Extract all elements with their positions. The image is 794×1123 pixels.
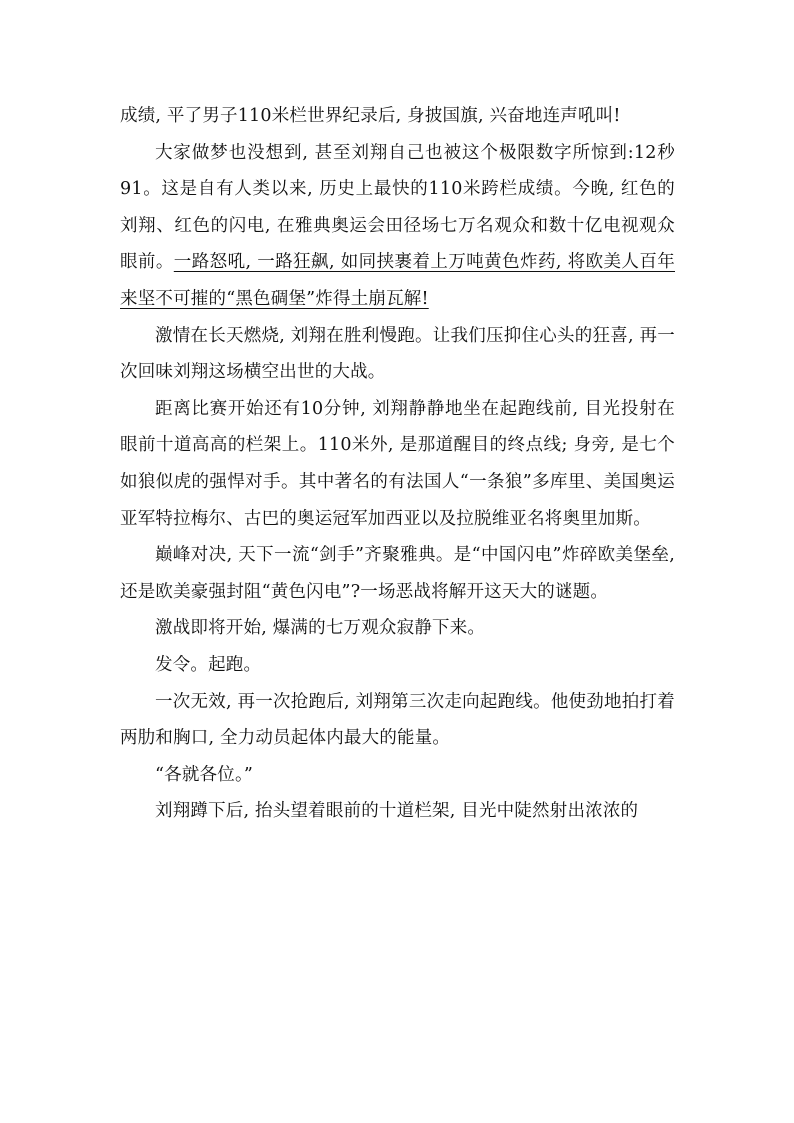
paragraph-text: 激情在长天燃烧, 刘翔在胜利慢跑。让我们压抑住心头的狂喜, 再一次回味刘翔这场横空出世的大战。: [120, 325, 675, 383]
paragraph-false-starts: [120, 684, 675, 757]
paragraph-victory-lap: [120, 318, 675, 391]
paragraph-start: [120, 647, 675, 684]
paragraph-crouch: [120, 793, 675, 830]
paragraph-text: 成绩, 平了男子110米栏世界纪录后, 身披国旗, 兴奋地连声吼叫!: [120, 106, 621, 126]
paragraph-text: 距离比赛开始还有10分钟, 刘翔静静地坐在起跑线前, 目光投射在眼前十道高高的栏架上。110米外, 是那道醒目的终点线; 身旁, 是七个如狼似虎的强悍对手。其中著名的有法国人“一条狼”多库里、美国奥运亚军特拉梅尔、古巴的奥运冠军加西亚以及拉脱维亚名将奥里加斯。: [120, 398, 675, 529]
paragraph-text: 发令。起跑。: [155, 654, 262, 675]
paragraph-pre-race: [120, 391, 675, 537]
paragraph-record-time: [120, 135, 675, 318]
paragraph-text: 刘翔蹲下后, 抬头望着眼前的十道栏架, 目光中陡然射出浓浓的: [155, 801, 639, 822]
paragraph-text: 一次无效, 再一次抢跑后, 刘翔第三次走向起跑线。他使劲地拍打着两肋和胸口, 全力动员起体内最大的能量。: [120, 691, 675, 749]
paragraph-showdown: [120, 537, 675, 610]
underlined-sentence: 一路怒吼, 一路狂飙, 如同挟裹着上万吨黄色炸药, 将欧美人百年来坚不可摧的“黑色碉堡”炸得土崩瓦解!: [120, 252, 675, 309]
paragraph-text: 大家做梦也没想到, 甚至刘翔自己也被这个极限数字所惊到:12秒91。这是自有人类以来, 历史上最快的110米跨栏成绩。今晚, 红色的刘翔、红色的闪电, 在雅典奥运会田径场七万名观众和数十亿电视观众眼前。: [120, 142, 675, 273]
paragraph-silence: [120, 610, 675, 647]
paragraph-text: 激战即将开始, 爆满的七万观众寂静下来。: [155, 618, 486, 639]
paragraph-record-shout: [120, 98, 675, 135]
document-page: [120, 98, 675, 830]
paragraph-text: 巅峰对决, 天下一流“剑手”齐聚雅典。是“中国闪电”炸碎欧美堡垒, 还是欧美豪强封阻“黄色闪电”?一场恶战将解开这天大的谜题。: [120, 545, 675, 602]
paragraph-text: “各就各位。”: [155, 764, 254, 785]
paragraph-on-your-marks: [120, 757, 675, 794]
